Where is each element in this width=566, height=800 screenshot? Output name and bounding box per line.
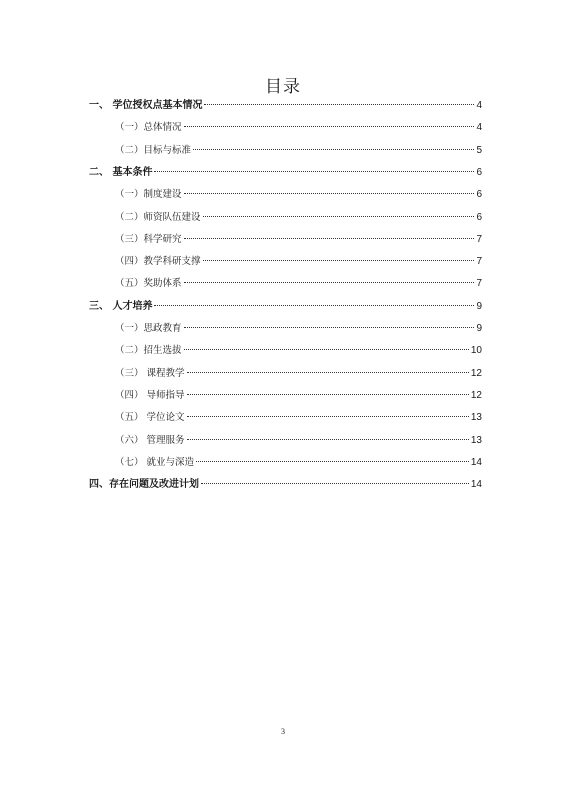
toc-title: 目录 [265, 77, 301, 97]
toc-dot-leader [187, 372, 469, 373]
toc-entry-label: 三、 人才培养 [89, 300, 153, 312]
toc-dot-leader [203, 216, 475, 217]
toc-entry-label: （二）目标与标准 [115, 144, 192, 156]
toc-entry-label: 四、存在问题及改进计划 [89, 479, 199, 491]
toc-dot-leader [154, 171, 474, 172]
toc-entry-page: 7 [476, 256, 482, 268]
toc-dot-leader [154, 305, 474, 306]
toc-entry-label: （五） 学位论文 [115, 412, 185, 424]
toc-dot-leader [187, 394, 469, 395]
toc-entry-page: 7 [476, 278, 482, 290]
toc-entry-page: 9 [476, 323, 482, 334]
toc-entry-page: 12 [470, 367, 482, 379]
toc-section-entry[interactable] [89, 477, 482, 493]
toc-section-entry[interactable] [89, 98, 482, 114]
toc-entry-label: （四） 导师指导 [115, 389, 185, 401]
toc-subsection-entry[interactable] [115, 321, 482, 337]
toc-entry-page: 4 [476, 122, 482, 134]
toc-subsection-entry[interactable] [115, 120, 482, 136]
toc-dot-leader [184, 193, 475, 194]
toc-entry-page: 6 [476, 211, 482, 223]
toc-subsection-entry[interactable] [115, 388, 482, 404]
toc-dot-leader [184, 282, 475, 283]
toc-dot-leader [187, 416, 469, 417]
toc-dot-leader [184, 349, 469, 350]
toc-entry-label: （一）总体情况 [115, 122, 182, 134]
toc-entry-label: 二、 基本条件 [89, 166, 153, 178]
toc-entry-page: 13 [470, 434, 482, 446]
toc-dot-leader [203, 260, 475, 261]
toc-dot-leader [187, 439, 469, 440]
toc-dot-leader [201, 483, 469, 484]
toc-entry-page: 13 [470, 412, 482, 424]
toc-entry-label: （二）师资队伍建设 [115, 211, 201, 223]
toc-entry-label: （四）教学科研支撑 [115, 256, 201, 268]
toc-dot-leader [184, 327, 475, 328]
toc-subsection-entry[interactable] [115, 254, 482, 270]
toc-subsection-entry[interactable] [115, 210, 482, 226]
toc-entry-label: （三） 课程教学 [115, 367, 185, 379]
toc-entry-page: 12 [470, 389, 482, 401]
toc-subsection-entry[interactable] [115, 343, 482, 359]
toc-entry-label: （三）科学研究 [115, 233, 182, 245]
toc-entry-label: （五）奖助体系 [115, 278, 182, 290]
toc-subsection-entry[interactable] [115, 433, 482, 449]
toc-entry-label: 一、 学位授权点基本情况 [89, 100, 203, 111]
toc-subsection-entry[interactable] [115, 187, 482, 203]
toc-entry-label: （一）制度建设 [115, 189, 182, 201]
toc-entry-page: 6 [476, 166, 482, 178]
toc-dot-leader [184, 126, 475, 127]
toc-subsection-entry[interactable] [115, 276, 482, 292]
toc-entry-page: 6 [476, 189, 482, 201]
page-number: 3 [281, 727, 285, 736]
toc-entry-page: 14 [470, 456, 482, 468]
toc-entry-page: 10 [470, 345, 482, 357]
toc-entry-page: 5 [476, 144, 482, 156]
toc-entry-page: 4 [476, 100, 482, 111]
toc-subsection-entry[interactable] [115, 366, 482, 382]
toc-dot-leader [193, 149, 474, 150]
toc-dot-leader [184, 238, 475, 239]
toc-entry-page: 7 [476, 233, 482, 245]
toc-dot-leader [196, 461, 469, 462]
toc-dot-leader [204, 104, 474, 105]
toc-subsection-entry[interactable] [115, 410, 482, 426]
toc-entry-page: 9 [476, 300, 482, 312]
toc-section-entry[interactable] [89, 299, 482, 315]
toc-section-entry[interactable] [89, 165, 482, 181]
toc-entry-page: 14 [470, 479, 482, 491]
toc-entry-label: （七） 就业与深造 [115, 456, 195, 468]
toc-subsection-entry[interactable] [115, 455, 482, 471]
toc-subsection-entry[interactable] [115, 143, 482, 159]
toc-entry-label: （六） 管理服务 [115, 434, 185, 446]
toc-entry-label: （一）思政教育 [115, 323, 182, 334]
toc-entry-label: （二）招生选拔 [115, 345, 182, 357]
toc-subsection-entry[interactable] [115, 232, 482, 248]
